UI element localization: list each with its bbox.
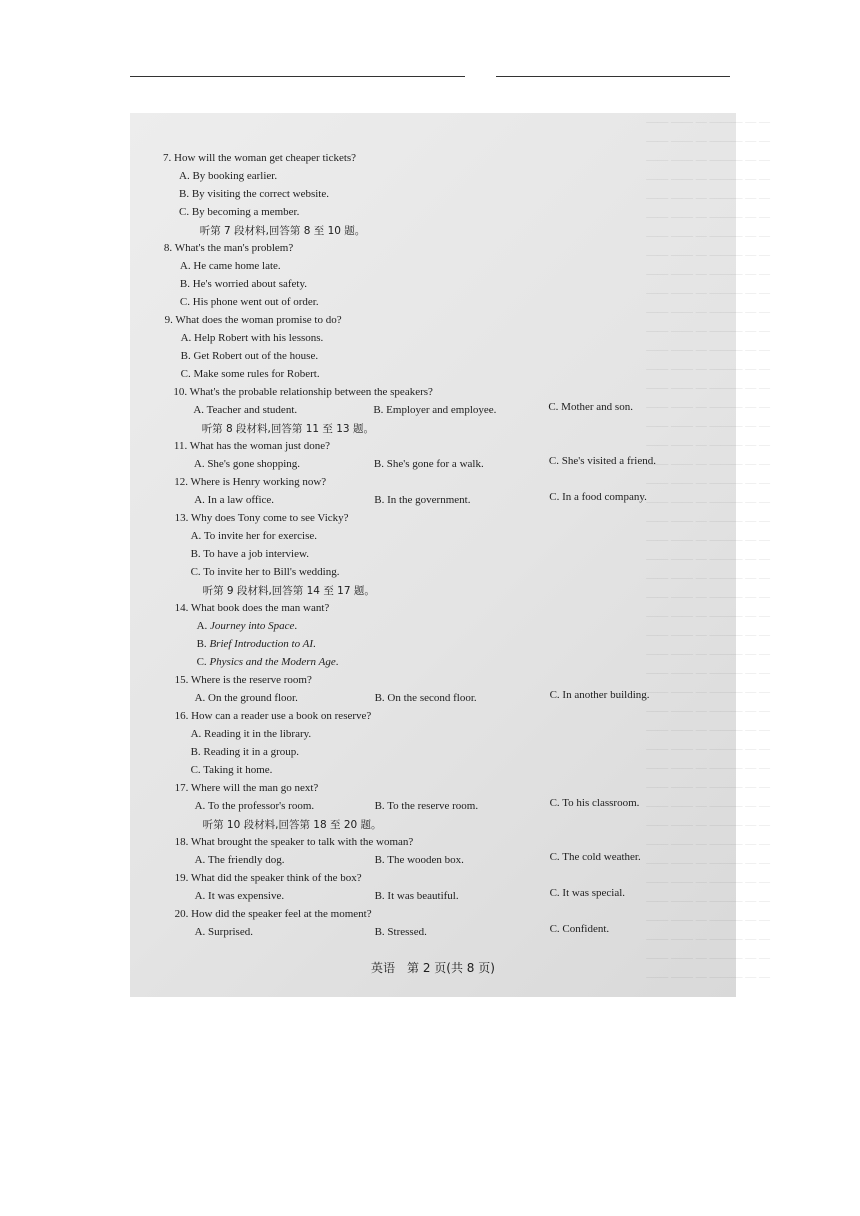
answer-option: B. It was beautiful. (374, 890, 459, 902)
answer-option: A. He came home late. (179, 260, 281, 272)
answer-option: C. Mother and son. (548, 401, 633, 413)
answer-option: B. Stressed. (374, 926, 427, 938)
answer-option: C. It was special. (549, 887, 626, 899)
question-stem: 10. What's the probable relationship between the speakers? (173, 386, 433, 398)
option-letter: C. (196, 656, 210, 668)
answer-option: A. Teacher and student. (193, 404, 298, 416)
answer-option: C. Make some rules for Robert. (180, 368, 320, 380)
answer-option: B. She's gone for a walk. (373, 458, 484, 470)
book-title: Brief Introduction to AI (209, 638, 314, 650)
answer-option: B. He's worried about safety. (179, 278, 308, 290)
exam-page-photo (130, 113, 770, 997)
book-title: Journey into Space (210, 620, 295, 632)
top-rule-left (130, 76, 465, 77)
option-letter: B. (196, 638, 210, 650)
answer-option: B. To have a job interview. (190, 548, 309, 560)
page-footer: 英语 第 2 页(共 8 页) (371, 961, 495, 975)
question-stem: 19. What did the speaker think of the box? (174, 872, 362, 884)
answer-option: B. By visiting the correct website. (179, 188, 329, 200)
answer-option: C. His phone went out of order. (179, 296, 319, 308)
question-stem: 15. Where is the reserve room? (174, 674, 312, 686)
question-stem: 13. Why does Tony come to see Vicky? (174, 512, 349, 524)
answer-option: A. Journey into Space. (196, 620, 298, 632)
answer-option: C. In another building. (549, 689, 650, 701)
question-list (130, 113, 736, 997)
answer-option: A. Reading it in the library. (190, 728, 312, 740)
answer-option: C. The cold weather. (549, 851, 641, 863)
answer-option: A. On the ground floor. (194, 692, 298, 704)
answer-option: B. Employer and employee. (373, 404, 497, 416)
question-stem: 16. How can a reader use a book on reserve? (174, 710, 372, 722)
section-instruction: 听第 8 段材料,回答第 11 至 13 题。 (201, 423, 374, 435)
book-title: Physics and the Modern Age (209, 656, 336, 668)
answer-option: A. To invite her for exercise. (190, 530, 317, 542)
answer-option: A. Surprised. (194, 926, 253, 938)
answer-option: B. In the government. (374, 494, 471, 506)
answer-option: A. In a law office. (194, 494, 275, 506)
answer-option: B. Reading it in a group. (190, 746, 300, 758)
question-stem: 7. How will the woman get cheaper tickets? (163, 152, 357, 164)
question-stem: 20. How did the speaker feel at the moment? (174, 908, 372, 920)
answer-option: A. She's gone shopping. (193, 458, 301, 470)
answer-option: A. To the professor's room. (194, 800, 315, 812)
answer-option: C. She's visited a friend. (548, 455, 656, 467)
question-stem: 9. What does the woman promise to do? (164, 314, 342, 326)
answer-option: C. Physics and the Modern Age. (196, 656, 339, 668)
section-instruction: 听第 10 段材料,回答第 18 至 20 题。 (202, 819, 382, 831)
top-rule-right (496, 76, 730, 77)
answer-option: B. On the second floor. (374, 692, 477, 704)
answer-option: A. The friendly dog. (194, 854, 285, 866)
answer-option: A. By booking earlier. (179, 170, 278, 182)
answer-option: C. To invite her to Bill's wedding. (190, 566, 340, 578)
answer-option: B. To the reserve room. (374, 800, 479, 812)
question-stem: 12. Where is Henry working now? (174, 476, 327, 488)
answer-option: A. It was expensive. (194, 890, 285, 902)
answer-option: C. Confident. (549, 923, 610, 935)
answer-option: C. Taking it home. (190, 764, 273, 776)
section-instruction: 听第 9 段材料,回答第 14 至 17 题。 (202, 585, 375, 597)
section-instruction: 听第 7 段材料,回答第 8 至 10 题。 (199, 225, 366, 237)
question-stem: 17. Where will the man go next? (174, 782, 319, 794)
question-stem: 14. What book does the man want? (174, 602, 330, 614)
option-letter: A. (196, 620, 211, 632)
question-stem: 8. What's the man's problem? (163, 242, 294, 254)
answer-option: A. Help Robert with his lessons. (180, 332, 324, 344)
question-stem: 18. What brought the speaker to talk with the woman? (174, 836, 414, 848)
question-stem: 11. What has the woman just done? (173, 440, 330, 452)
bleed-through-text: — — ——— — —— —— — — ——— — —— —— — — ——— — —— —— — — ——— — —— —— — — ——— — —— —— — — ——— — —— —— — — ——— — —— —— — — ——— — —— —— — — ——— — —— —— — — ——— — —— —— — — ——— — —— —— — — ——— — —— —— — — ——— — —— —— — — ——— — —— —— — — ——— — —— —— — — ——— — —— —— — — ——— — —— —— — — ——— — —— —— — — ——— — —— —— — — ——— — —— —— — — ——— — —— —— — — ——— — —— —— — — ——— — —— —— — — ——— — —— —— — — ——— — —— —— — — ——— — —— —— — — ——— — —— —— — — ——— — —— —— — — ——— — —— —— — — ——— — —— —— — — ——— — —— —— — — ——— — —— —— — — ——— — —— —— — — ——— — —— —— — — ——— — —— —— — — ——— — —— —— — — ——— — —— —— — — ——— — —— —— — — ——— — —— —— — — ——— — —— —— — — ——— — —— —— — — ——— — —— —— — — ——— — —— —— — — ——— — —— —— — — ——— — —— —— — — ——— — —— —— (646, 116, 770, 983)
answer-option: B. Brief Introduction to AI. (196, 638, 316, 650)
answer-option: C. To his classroom. (549, 797, 640, 809)
answer-option: B. The wooden box. (374, 854, 464, 866)
answer-option: B. Get Robert out of the house. (180, 350, 319, 362)
answer-option: C. In a food company. (549, 491, 647, 503)
answer-option: C. By becoming a member. (179, 206, 300, 218)
